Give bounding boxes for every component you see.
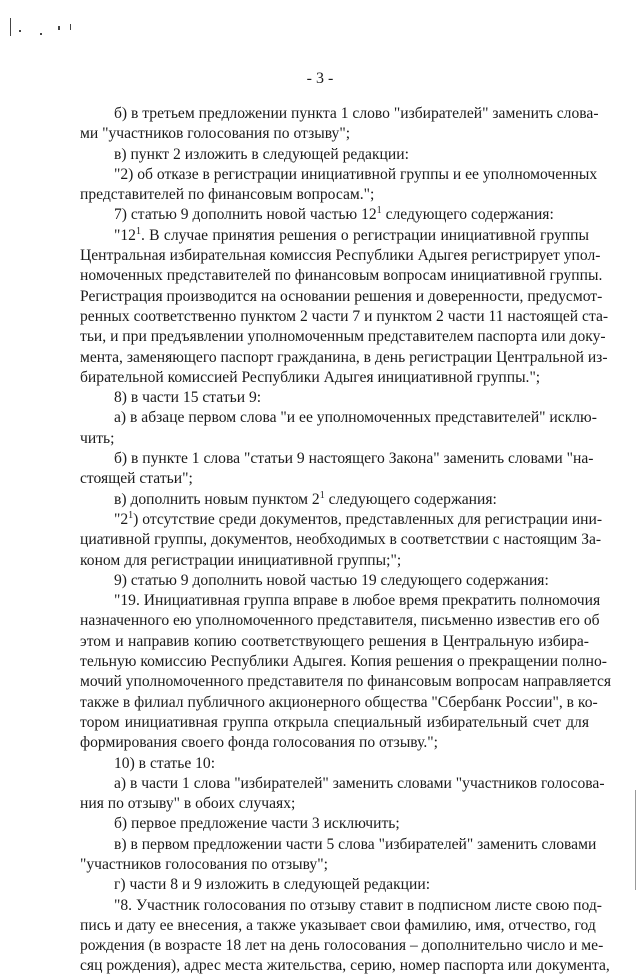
text-line: [80, 713, 589, 733]
text-line: [80, 185, 589, 205]
line-text: "8. Участник голосования по отзыву ставит в подписном листе свою под-: [114, 896, 602, 914]
text-line: [80, 632, 589, 652]
line-text: б) в пункте 1 слова "статьи 9 настоящего Закона" заменить словами "на-: [114, 450, 594, 468]
superscript: 1: [376, 205, 382, 217]
line-text: б) в третьем предложении пункта 1 слово "избирателей" заменить слова-: [114, 105, 599, 122]
text-line: [80, 368, 589, 388]
line-text: 8) в части 15 статьи 9:: [114, 389, 262, 407]
superscript: 1: [128, 509, 134, 521]
scan-speck: [70, 24, 71, 30]
text-line: [80, 530, 602, 550]
line-text: "12: [114, 226, 136, 244]
line-text: рождения (в возрасте 18 лет на день голосования – дополнительно число и ме-: [80, 937, 604, 955]
text-line: [80, 307, 609, 327]
text-line: [80, 449, 594, 469]
text-line: [80, 754, 589, 774]
text-line: [80, 124, 589, 144]
text-line: [80, 388, 589, 408]
line-text: в) дополнить новым пунктом 2: [114, 490, 320, 508]
line-text: ренных соответственно пунктом 2 части 7 и пунктом 2 части 11 настоящей ста-: [80, 307, 609, 325]
line-text: циативной группы, документов, необходимых в соответствии с настоящим За-: [80, 531, 602, 549]
text-line: [80, 246, 601, 266]
text-line: [80, 956, 610, 976]
line-text: тьи, и при предъявлении уполномоченным представителем паспорта или доку-: [80, 328, 606, 346]
scan-speck: [58, 26, 60, 30]
line-text: назначенного ею уполномоченного представителя, письменно известив его об: [80, 612, 600, 630]
text-line: [80, 896, 602, 916]
line-text: стоящей статьи";: [80, 470, 193, 488]
line-text: "19. Инициативная группа вправе в любое время прекратить полномочия: [114, 592, 601, 610]
line-text: тором инициативная группа открыла специальный избирательный счет для: [80, 713, 589, 731]
line-text: "2: [114, 510, 129, 528]
line-text: в) в первом предложении части 5 слова "избирателей" заменить словами: [114, 835, 597, 853]
text-line: [80, 205, 589, 225]
line-text-continued: . В случае принятия решения о регистрации инициативной группы: [140, 226, 589, 244]
text-line: [80, 794, 589, 814]
line-text: а) в абзаце первом слова "и ее уполномоченных представителей" исклю-: [114, 409, 597, 427]
line-text: этом и направив копию соответствующего решения в Центральную избира-: [80, 632, 589, 650]
line-text: пись и дату ее внесения, а также указывает свои фамилию, имя, отчество, год: [80, 916, 596, 934]
line-text: ми "участников голосования по отзыву";: [80, 125, 351, 143]
scan-specks: [10, 18, 80, 38]
text-line: [80, 835, 597, 855]
text-line: [80, 591, 601, 611]
line-text: а) в части 1 слова "избирателей" заменить словами "участников голосова-: [114, 774, 605, 792]
document-body: [80, 104, 612, 977]
line-text-continued: ) отсутствие среди документов, представленных для регистрации ини-: [133, 510, 603, 528]
text-line: [80, 509, 603, 530]
text-line: [80, 429, 589, 449]
line-text: сяц рождения), адрес места жительства, серию, номер паспорта или документа,: [80, 957, 610, 975]
line-text: бирательной комиссией Республики Адыгея инициативной группы.";: [80, 368, 541, 386]
text-line: [80, 469, 589, 489]
scan-edge-line: [635, 790, 636, 890]
text-line: [80, 408, 597, 428]
text-line: [80, 652, 607, 672]
line-text: ния по отзыву" в обоих случаях;: [80, 795, 296, 813]
scan-speck: [40, 33, 42, 35]
text-line: [80, 672, 612, 692]
line-text: 9) статью 9 дополнить новой частью 19 следующего содержания:: [114, 571, 549, 589]
text-line: [80, 774, 605, 794]
text-line: [80, 814, 589, 834]
text-line: [80, 571, 589, 591]
line-text: г) части 8 и 9 изложить в следующей редакции:: [114, 876, 431, 894]
text-line: [80, 348, 608, 368]
line-text: мента, заменяющего паспорт гражданина, в день регистрации Центральной из-: [80, 348, 608, 366]
text-line: [80, 145, 589, 165]
line-text: "участников голосования по отзыву";: [80, 855, 328, 873]
line-text: представителей по финансовым вопросам.";: [80, 186, 375, 204]
line-text: номоченных представителей по финансовым вопросам инициативной группы.: [80, 267, 603, 285]
scan-speck: [19, 30, 21, 32]
text-line: [80, 611, 600, 631]
page-number: - 3 -: [306, 70, 334, 87]
superscript: 1: [319, 489, 325, 501]
line-text: коном для регистрации инициативной группы;";: [80, 551, 402, 569]
line-text: Центральная избирательная комиссия Республики Адыгея регистрирует упол-: [80, 247, 601, 265]
text-line: [80, 165, 598, 185]
line-text: Регистрация производится на основании решения и доверенности, предусмот-: [80, 287, 603, 305]
line-text: в) пункт 2 изложить в следующей редакции:: [114, 145, 409, 163]
text-line: [80, 266, 603, 286]
text-line: [80, 936, 604, 956]
line-text: 7) статью 9 дополнить новой частью 12: [114, 206, 377, 224]
text-line: [80, 733, 589, 753]
line-text: "2) об отказе в регистрации инициативной группы и ее уполномоченных: [114, 165, 598, 183]
text-line: [80, 226, 589, 246]
text-line: [80, 551, 589, 571]
text-line: [80, 875, 589, 895]
text-line: [80, 327, 606, 347]
line-text: также в филиал публичного акционерного общества "Сбербанк России", в ко-: [80, 693, 598, 711]
line-text: мочий уполномоченного представителя по финансовым вопросам направляется: [80, 673, 612, 691]
line-text: тельную комиссию Республики Адыгея. Копия решения о прекращении полно-: [80, 653, 607, 671]
superscript: 1: [135, 225, 141, 237]
text-line: [80, 855, 589, 875]
text-line: [80, 693, 598, 713]
line-text: формирования своего фонда голосования по отзыву.";: [80, 734, 438, 752]
line-text: б) первое предложение части 3 исключить;: [114, 815, 400, 833]
line-text: чить;: [80, 429, 115, 447]
scan-speck: [10, 18, 11, 36]
line-text-continued: следующего содержания:: [381, 206, 554, 224]
text-line: [80, 104, 599, 124]
line-text: 10) в статье 10:: [114, 754, 216, 772]
text-line: [80, 287, 603, 307]
text-line: [80, 916, 596, 936]
text-line: [80, 490, 589, 510]
line-text-continued: следующего содержания:: [324, 490, 497, 508]
